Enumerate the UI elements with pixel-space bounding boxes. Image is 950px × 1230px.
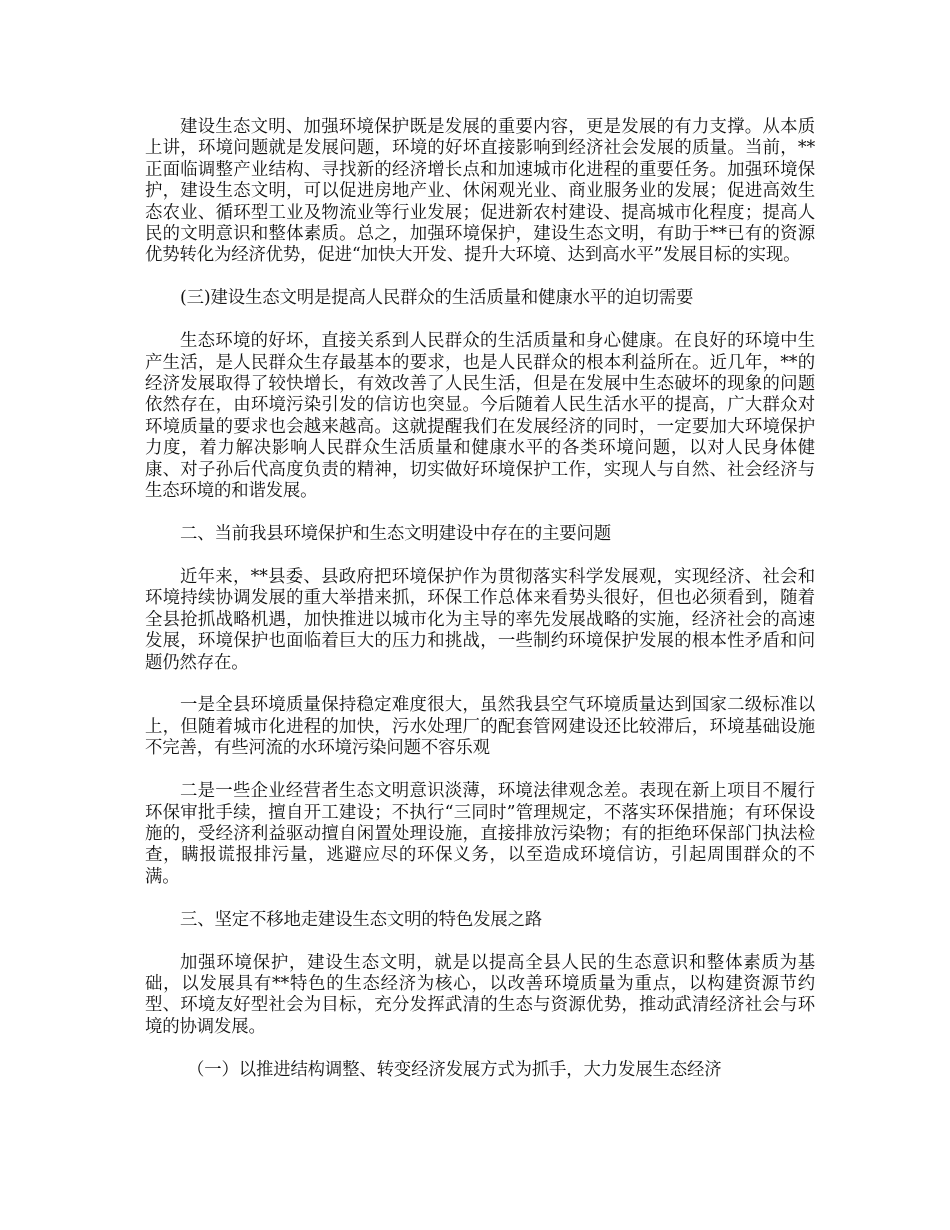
document-page: [145, 117, 815, 1081]
paragraph-spacer: [145, 674, 815, 696]
paragraph-spacer: [145, 545, 815, 567]
subsection-heading-1: （一）以推进结构调整、转变经济发展方式为抓手，大力发展生态经济: [187, 1059, 722, 1080]
paragraph-development-support: 建设生态文明、加强环境保护既是发展的重要内容，更是发展的有力支撑。从本质上讲，环境问题就是发展问题，环境的好坏直接影响到经济社会发展的质量。当前，**正面临调整产业结构、寻找新的经济增长点和加速城市化进程的重要任务。加强环境保护，建设生态文明，可以促进房地产业、休闲观光业、商业服务业的发展；促进高效生态农业、循环型工业及物流业等行业发展；促进新农村建设、提高城市化程度；提高人民的文明意识和整体素质。总之，加强环境保护，建设生态文明，有助于**已有的资源优势转化为经济优势，促进“加快大开发、提升大环境、达到高水平”发展目标的实现。: [145, 117, 815, 266]
paragraph-spacer: [145, 888, 815, 910]
paragraph-problem-one: 一是全县环境质量保持稳定难度很大，虽然我县空气环境质量达到国家二级标准以上，但随着城市化进程的加快，污水处理厂的配套管网建设还比较滞后，环境基础设施不完善，有些河流的水环境污染问题不容乐观: [145, 695, 815, 759]
paragraph-recent-years: 近年来，**县委、县政府把环境保护作为贯彻落实科学发展观，实现经济、社会和环境持续协调发展的重大举措来抓，环保工作总体来看势头很好，但也必须看到，随着全县抢抓战略机遇，加快推进以城市化为主导的率先发展战略的实施，经济社会的高速发展，环境保护也面临着巨大的压力和挑战，一些制约环境保护发展的根本性矛盾和问题仍然存在。: [145, 566, 815, 673]
paragraph-quality-of-life: 生态环境的好坏，直接关系到人民群众的生活质量和身心健康。在良好的环境中生产生活，是人民群众生存最基本的要求，也是人民群众的根本利益所在。近几年，**的经济发展取得了较快增长，有效改善了人民生活，但是在发展中生态破坏的现象的问题依然存在，由环境污染引发的信访也突显。今后随着人民生活水平的提高，广大群众对环境质量的要求也会越来越高。这就提醒我们在发展经济的同时，一定要加大环境保护力度，着力解决影响人民群众生活质量和健康水平的各类环境问题，以对人民身体健康、对子孙后代高度负责的精神，切实做好环境保护工作，实现人与自然、社会经济与生态环境的和谐发展。: [145, 331, 815, 502]
paragraph-spacer: [145, 760, 815, 782]
paragraph-problem-two: 二是一些企业经营者生态文明意识淡薄，环境法律观念差。表现在新上项目不履行环保审批手续，擅自开工建设；不执行“三同时”管理规定，不落实环保措施；有环保设施的，受经济利益驱动擅自闲置处理设施，直接排放污染物；有的拒绝环保部门执法检查，瞒报谎报排污量，逃避应尽的环保义务，以至造成环境信访，引起周围群众的不满。: [145, 781, 815, 887]
section-heading-3: (三)建设生态文明是提高人民群众的生活质量和健康水平的迫切需要: [180, 288, 694, 309]
paragraph-spacer: [145, 931, 815, 953]
paragraph-spacer: [145, 267, 815, 289]
paragraph-strengthen-protection: 加强环境保护，建设生态文明，就是以提高全县人民的生态意识和整体素质为基础，以发展具有**特色的生态经济为核心，以改善环境质量为重点，以构建资源节约型、环境友好型社会为目标，充分发挥武清的生态与资源优势，推动武清经济社会与环境的协调发展。: [145, 952, 815, 1037]
paragraph-spacer: [145, 503, 815, 525]
section-heading-problems: 二、当前我县环境保护和生态文明建设中存在的主要问题: [180, 524, 612, 544]
paragraph-spacer: [145, 310, 815, 332]
section-heading-path: 三、坚定不移地走建设生态文明的特色发展之路: [180, 909, 543, 930]
paragraph-spacer: [145, 1038, 815, 1060]
